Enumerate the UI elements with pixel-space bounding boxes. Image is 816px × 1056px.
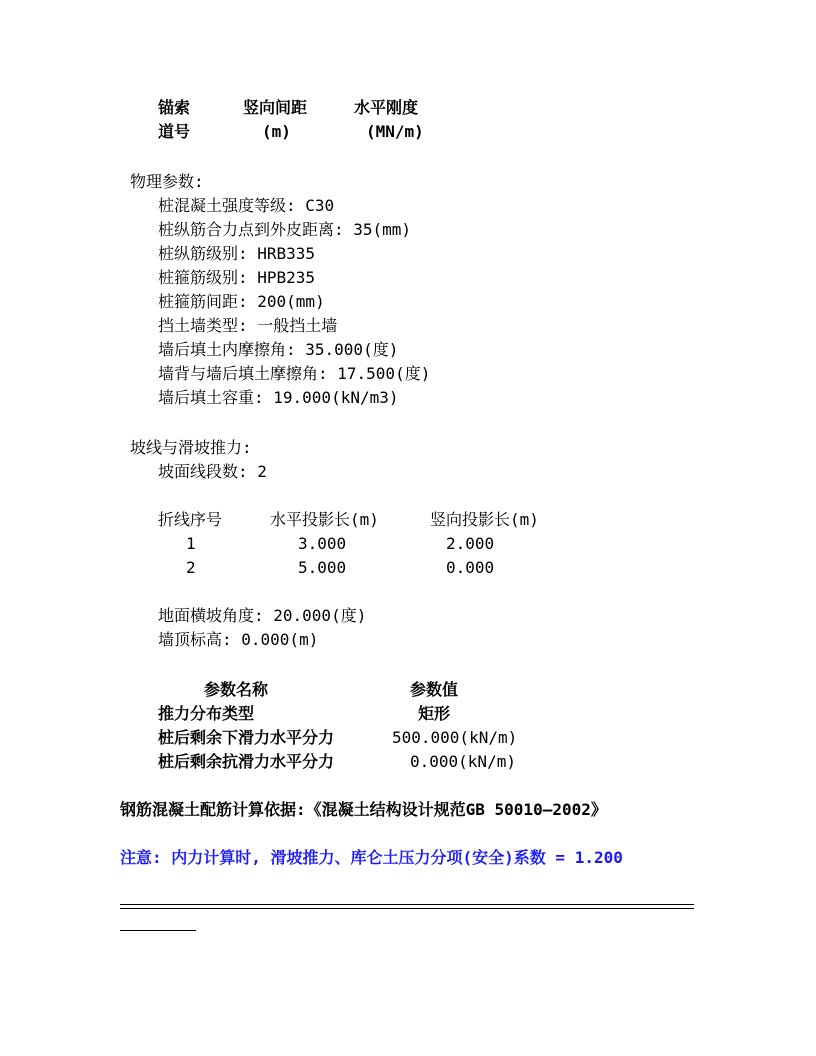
slope-row-v: 2.000 bbox=[446, 534, 495, 553]
slope-row-no: 2 bbox=[186, 558, 196, 577]
physical-line: 桩箍筋级别: HPB235 bbox=[158, 268, 316, 287]
physical-line: 墙后填土内摩擦角: 35.000(度) bbox=[158, 340, 399, 359]
params-header-value: 参数值 bbox=[410, 680, 459, 699]
slope-row-h: 5.000 bbox=[298, 558, 347, 577]
anchor-col1-subheader: 道号 bbox=[158, 122, 191, 141]
divider-line bbox=[120, 908, 694, 909]
physical-line: 墙背与墙后填土摩擦角: 17.500(度) bbox=[158, 364, 431, 383]
footnote-rule bbox=[120, 930, 196, 931]
params-row-name: 推力分布类型 bbox=[158, 704, 255, 723]
anchor-col2-header: 竖向间距 bbox=[243, 98, 308, 117]
note-line: 注意: 内力计算时, 滑坡推力、库仑土压力分项(安全)系数 = 1.200 bbox=[120, 848, 623, 867]
anchor-col2-unit: (m) bbox=[262, 122, 291, 141]
anchor-col1-header: 锚索 bbox=[158, 98, 191, 117]
slope-segments-line: 坡面线段数: 2 bbox=[158, 462, 267, 481]
slope-angle-line: 地面横坡角度: 20.000(度) bbox=[158, 606, 367, 625]
physical-line: 桩箍筋间距: 200(mm) bbox=[158, 292, 325, 311]
anchor-col3-unit: (MN/m) bbox=[366, 122, 424, 141]
params-row-value: 矩形 bbox=[418, 704, 451, 723]
params-row-value: 500.000(kN/m) bbox=[392, 728, 518, 747]
params-header-name: 参数名称 bbox=[204, 680, 269, 699]
slope-row-h: 3.000 bbox=[298, 534, 347, 553]
slope-row-no: 1 bbox=[186, 534, 196, 553]
params-row-name: 桩后剩余下滑力水平分力 bbox=[158, 728, 335, 747]
slope-table-header-no: 折线序号 bbox=[158, 510, 223, 529]
design-basis-line: 钢筋混凝土配筋计算依据:《混凝土结构设计规范GB 50010—2002》 bbox=[120, 800, 607, 819]
anchor-col3-header: 水平刚度 bbox=[354, 98, 419, 117]
slope-table-header-v: 竖向投影长(m) bbox=[430, 510, 539, 529]
physical-title: 物理参数: bbox=[130, 172, 204, 191]
physical-line: 桩纵筋级别: HRB335 bbox=[158, 244, 316, 263]
params-row-name: 桩后剩余抗滑力水平分力 bbox=[158, 752, 335, 771]
slope-row-v: 0.000 bbox=[446, 558, 495, 577]
slope-title: 坡线与滑坡推力: bbox=[130, 438, 252, 457]
physical-line: 墙后填土容重: 19.000(kN/m3) bbox=[158, 388, 399, 407]
slope-table-header-h: 水平投影长(m) bbox=[270, 510, 379, 529]
slope-elevation-line: 墙顶标高: 0.000(m) bbox=[158, 630, 319, 649]
params-row-value: 0.000(kN/m) bbox=[410, 752, 516, 771]
physical-line: 桩纵筋合力点到外皮距离: 35(mm) bbox=[158, 220, 412, 239]
physical-line: 桩混凝土强度等级: C30 bbox=[158, 196, 335, 215]
divider-line bbox=[120, 904, 694, 905]
physical-line: 挡土墙类型: 一般挡土墙 bbox=[158, 316, 338, 335]
